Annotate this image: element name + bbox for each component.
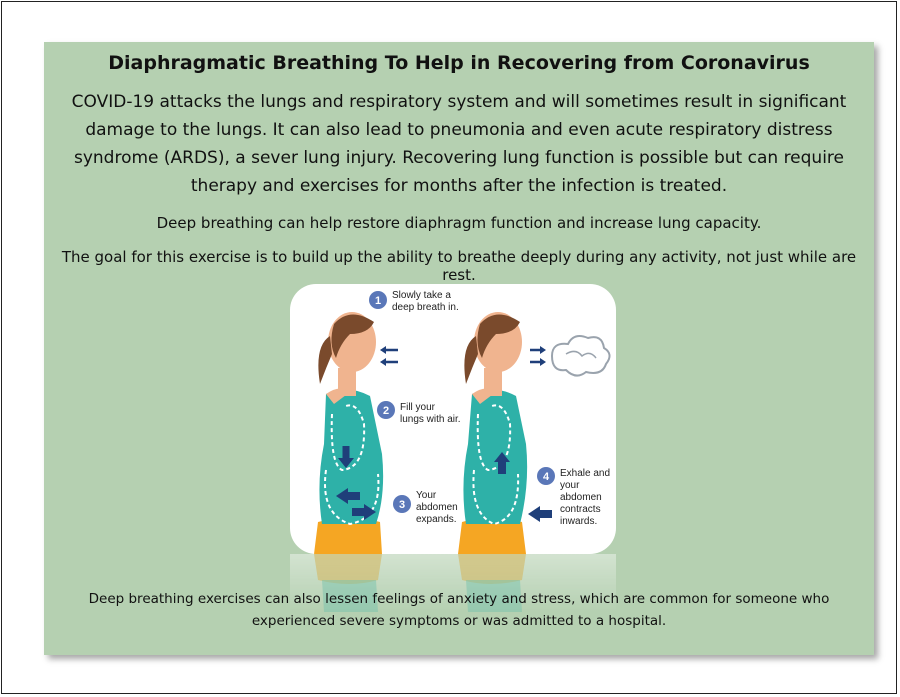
step-3-number: 3 (398, 499, 406, 511)
step-4-text-line1: Exhale and (560, 468, 611, 479)
intro-paragraph: COVID-19 attacks the lungs and respiratory system and will sometimes result in significant damage to the lungs. It can also lead to pneumonia and even acute respiratory distress syndrome (ARDS), a sever lung injury. Recovering lung function is possible but can require therapy and exercises for months after the infection is treated. (71, 92, 847, 196)
inhale-figure (314, 312, 398, 554)
closing-paragraph: Deep breathing exercises can also lessen feelings of anxiety and stress, which are common for someone who experienced severe symptoms or was admitted to a hospital. (88, 591, 830, 629)
step-2 (377, 401, 461, 425)
step-4-text-line2: your (560, 480, 580, 491)
step-1-text-line1: Slowly take a (392, 290, 451, 301)
goal-line: The goal for this exercise is to build up the ability to breathe deeply during any activity, not just while are rest. (61, 248, 857, 284)
page-title: Diaphragmatic Breathing To Help in Recovering from Coronavirus (108, 52, 810, 74)
breathing-illustration (290, 284, 616, 554)
step-3-text-line2: abdomen (416, 502, 458, 513)
benefit-line: Deep breathing can help restore diaphragm function and increase lung capacity. (156, 214, 762, 232)
step-4-text-line3: abdomen (560, 492, 602, 503)
step-2-text-line1: Fill your (400, 402, 436, 413)
step-3 (393, 490, 458, 525)
step-4-number: 4 (542, 471, 550, 483)
step-4-text-line5: inwards. (560, 516, 598, 527)
step-2-number: 2 (382, 405, 390, 417)
step-1-text-line2: deep breath in. (392, 302, 459, 313)
poster-card (44, 42, 874, 655)
step-3-text-line1: Your (416, 490, 437, 501)
step-4-text-line4: contracts (560, 504, 601, 515)
step-1-number: 1 (374, 295, 382, 307)
step-3-text-line3: expands. (416, 514, 457, 525)
step-1 (369, 290, 459, 313)
step-2-text-line2: lungs with air. (400, 414, 461, 425)
